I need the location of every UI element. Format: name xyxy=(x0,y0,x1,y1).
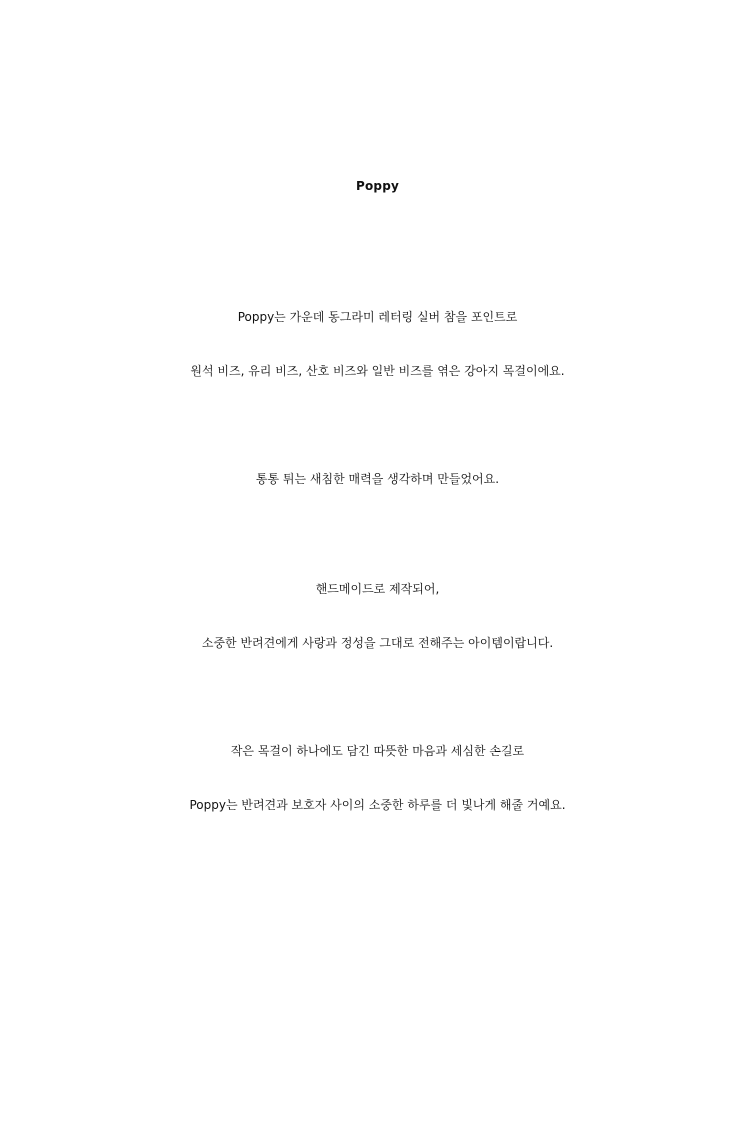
description-line: 소중한 반려견에게 사랑과 정성을 그대로 전해주는 아이템이랍니다. xyxy=(201,636,554,650)
description-line: Poppy는 반려견과 보호자 사이의 소중한 하루를 더 빛나게 해줄 거예요. xyxy=(189,798,566,812)
product-title: Poppy xyxy=(355,179,400,193)
description-line: 원석 비즈, 유리 비즈, 산호 비즈와 일반 비즈를 엮은 강아지 목걸이에요. xyxy=(190,364,565,378)
description-line: 작은 목걸이 하나에도 담긴 따뜻한 마음과 세심한 손길로 xyxy=(230,744,525,758)
description-line: 통통 튀는 새침한 매력을 생각하며 만들었어요. xyxy=(255,472,500,486)
description-line: 핸드메이드로 제작되어, xyxy=(315,582,440,596)
description-line: Poppy는 가운데 동그라미 레터링 실버 참을 포인트로 xyxy=(237,310,518,324)
